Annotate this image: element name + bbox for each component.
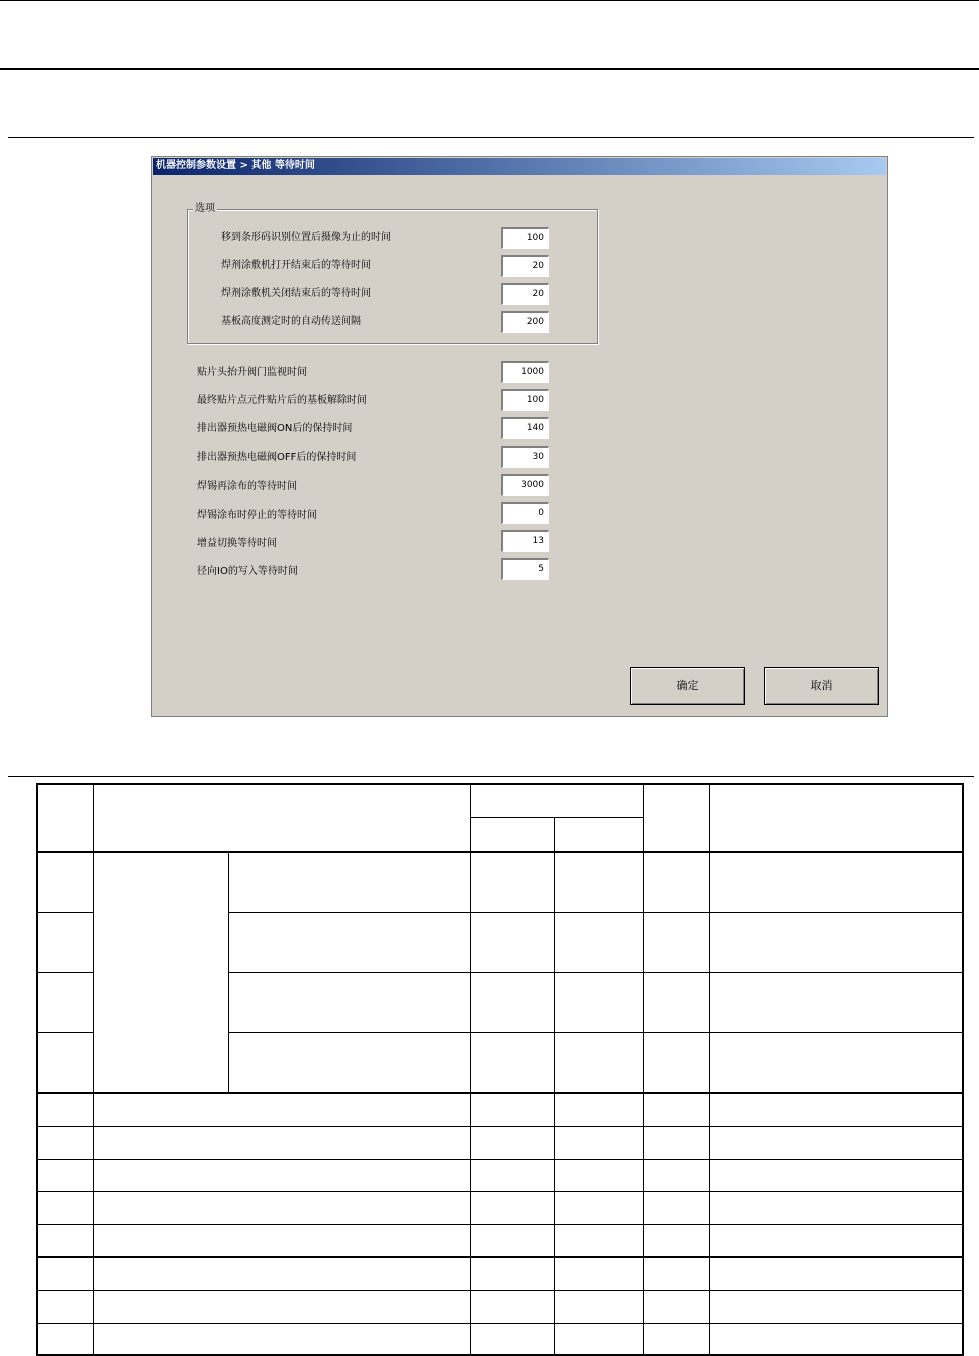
param-row-label: 焊锡再涂布的等待时间 (197, 481, 297, 492)
page-rule-top (0, 0, 979, 1)
table-row-line (228, 1032, 962, 1033)
table-row-line (38, 1159, 962, 1160)
group-row-input[interactable]: 20 (501, 283, 549, 305)
table-header-bottom (38, 851, 962, 853)
page-rule-section (8, 137, 974, 138)
group-row-label: 移到条形码识别位置后摄像为止的时间 (221, 232, 391, 243)
param-row-input[interactable]: 100 (501, 389, 549, 411)
ok-button[interactable]: 确定 (630, 667, 745, 705)
dialog-title: 机器控制参数设置 > 其他 等待时间 (156, 160, 315, 171)
table-row-line (38, 1191, 962, 1192)
table-col-divider (554, 817, 555, 1354)
param-row-input[interactable]: 30 (501, 446, 549, 468)
table-row-line (228, 912, 962, 913)
dialog-titlebar (153, 158, 886, 175)
parameter-table (36, 783, 964, 1356)
param-row-input[interactable]: 0 (501, 502, 549, 524)
table-row-line (38, 1092, 962, 1094)
page-rule-table-section (8, 776, 974, 777)
group-row-label: 基板高度测定时的自动传送间隔 (221, 316, 361, 327)
param-row-label: 最终贴片点元件贴片后的基板解除时间 (197, 395, 367, 406)
param-row-label: 排出器预热电磁阀ON后的保持时间 (197, 423, 353, 434)
group-row-input[interactable]: 20 (501, 255, 549, 277)
options-group-title: 选项 (195, 203, 215, 214)
wait-time-dialog (151, 156, 888, 717)
table-col-divider (709, 785, 710, 1354)
group-row-label: 焊剂涂敷机打开结束后的等待时间 (221, 260, 371, 271)
param-row-label: 径向IO的写入等待时间 (197, 566, 298, 577)
table-row-line (228, 972, 962, 973)
param-row-input[interactable]: 5 (501, 558, 549, 580)
param-row-label: 焊锡涂布时停止的等待时间 (197, 510, 317, 521)
cancel-button[interactable]: 取消 (764, 667, 879, 705)
table-row-line (38, 1290, 962, 1291)
param-row-label: 排出器预热电磁阀OFF后的保持时间 (197, 452, 357, 463)
param-row-input[interactable]: 13 (501, 530, 549, 552)
page-rule-header (0, 68, 979, 70)
table-col-divider (93, 785, 94, 1354)
table-row-line (38, 1224, 962, 1225)
table-header-subline (470, 817, 643, 818)
param-row-input[interactable]: 3000 (501, 474, 549, 496)
group-row-input[interactable]: 200 (501, 311, 549, 333)
table-row-line (38, 1032, 93, 1033)
table-row-line (38, 972, 93, 973)
table-col-divider (470, 785, 471, 1354)
param-row-input[interactable]: 1000 (501, 361, 549, 383)
param-row-label: 贴片头抬升阀门监视时间 (197, 367, 307, 378)
table-row-line (38, 1126, 962, 1127)
table-col-divider (643, 785, 644, 1354)
table-row-line (38, 1256, 962, 1258)
group-row-label: 焊剂涂敷机关闭结束后的等待时间 (221, 288, 371, 299)
group-row-input[interactable]: 100 (501, 227, 549, 249)
table-row-line (38, 912, 93, 913)
param-row-input[interactable]: 140 (501, 417, 549, 439)
table-row-line (38, 1323, 962, 1324)
param-row-label: 增益切换等待时间 (197, 538, 277, 549)
